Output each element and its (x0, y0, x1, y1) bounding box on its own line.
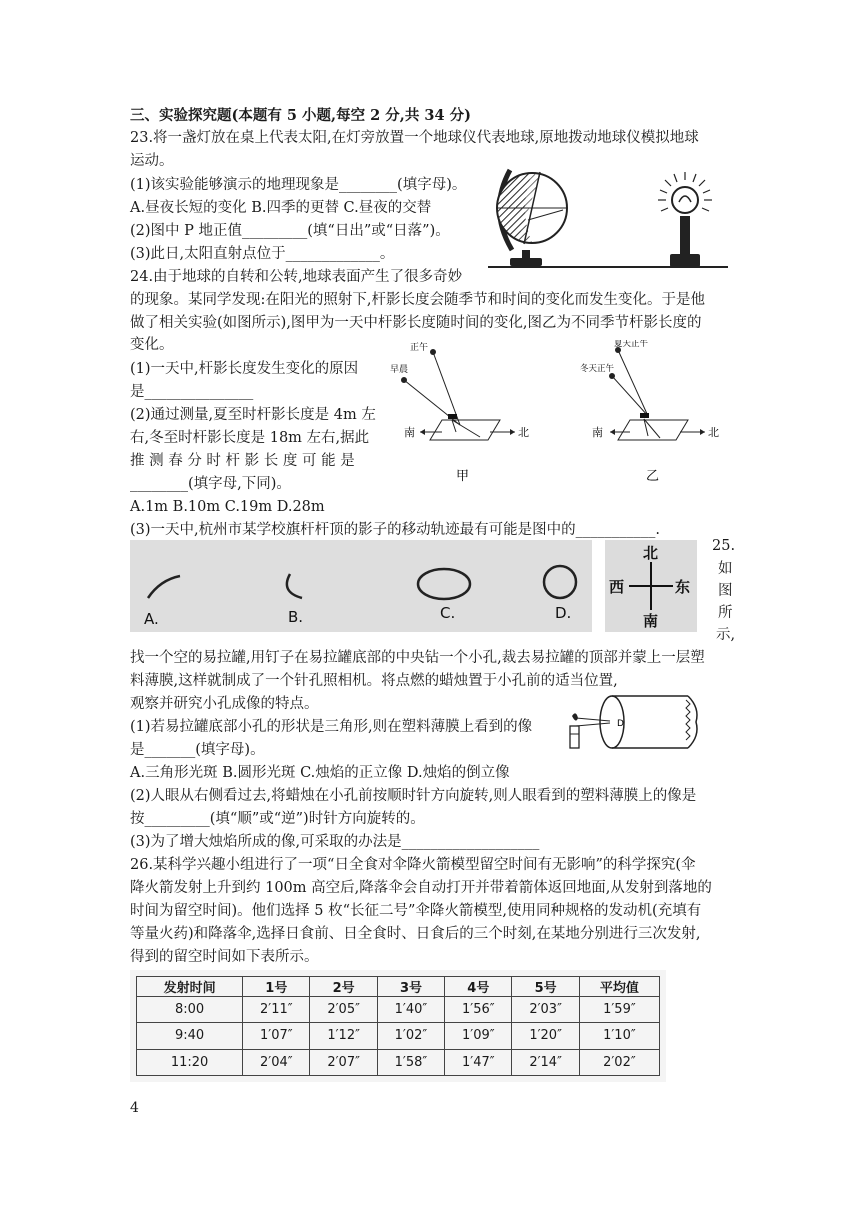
table-cell: 1′58″ (377, 1049, 444, 1075)
table-row (137, 1049, 660, 1075)
table-cell: 8:00 (137, 997, 243, 1023)
table-header-cell: 2号 (310, 977, 377, 997)
section-title: 三、实验探究题(本题有 5 小题,每空 2 分,共 34 分) (130, 107, 471, 124)
q26-line-1: 26.某科学兴趣小组进行了一项“日全食对伞降火箭模型留空时间有无影响”的科学探究(伞 (130, 857, 696, 873)
q25-side-3: 图 (718, 583, 733, 599)
q24-line-6: 是_______________ (130, 384, 254, 400)
q26-line-5: 得到的留空时间如下表所示。 (130, 949, 319, 965)
q23-line-6: (3)此日,太阳直射点位于_____________。 (130, 246, 395, 262)
table-cell: 1′12″ (310, 1023, 377, 1049)
table-cell: 1′47″ (445, 1049, 512, 1075)
compass-figure (605, 540, 697, 632)
table-cell: 2′14″ (512, 1049, 579, 1075)
q24-line-12: (3)一天中,杭州市某学校旗杆杆顶的影子的移动轨迹最有可能是图中的___________. (130, 522, 661, 538)
option-c-label: C. (440, 604, 456, 622)
table-header-cell: 3号 (377, 977, 444, 997)
yi-summer-label: 夏天正午 (614, 340, 649, 349)
table-cell: 1′07″ (243, 1023, 310, 1049)
compass-south: 南 (643, 612, 659, 630)
yi-north-label: 北 (708, 426, 719, 439)
jia-caption: 甲 (456, 469, 470, 484)
q25-line-9: (3)为了增大烛焰所成的像,可采取的办法是___________________ (130, 834, 540, 850)
q24-line-2: 的现象。某同学发现:在阳光的照射下,杆影长度会随季节和时间的变化而发生变化。于是他 (130, 292, 705, 308)
table-cell: 1′10″ (579, 1023, 659, 1049)
q25-line-5: 是_______(填字母)。 (130, 742, 265, 758)
table-cell: 2′11″ (243, 997, 310, 1023)
table-row (137, 1023, 660, 1049)
q23-line-2: 运动。 (130, 153, 174, 169)
q24-line-1: 24.由于地球的自转和公转,地球表面产生了很多奇妙 (130, 269, 463, 285)
q25-side-5: 示, (716, 627, 736, 643)
q24-line-7: (2)通过测量,夏至时杆影长度是 4m 左 (130, 407, 376, 423)
table-cell: 2′02″ (579, 1049, 659, 1075)
table-cell: 2′04″ (243, 1049, 310, 1075)
can-label: D (617, 719, 624, 729)
q24-line-5: (1)一天中,杆影长度发生变化的原因 (130, 361, 359, 377)
q26-line-3: 时间为留空时间)。他们选择 5 枚“长征二号”伞降火箭模型,使用同种规格的发动机(充填有 (130, 903, 702, 919)
table-cell: 1′40″ (377, 997, 444, 1023)
q26-line-4: 等量火药)和降落伞,选择日食前、日全食时、日食后的三个时刻,在某地分别进行三次发射, (130, 926, 701, 942)
page-number: 4 (130, 1100, 139, 1116)
q24-line-3: 做了相关实验(如图所示),图甲为一天中杆影长度随时间的变化,图乙为不同季节杆影长度的 (130, 315, 702, 331)
q25-line-1: 找一个空的易拉罐,用钉子在易拉罐底部的中央钻一个小孔,裁去易拉罐的顶部并蒙上一层塑 (130, 650, 705, 666)
jia-north-label: 北 (518, 426, 529, 439)
globe-lamp-figure (488, 150, 728, 270)
table-cell: 1′59″ (579, 997, 659, 1023)
figure-yi (580, 340, 730, 490)
yi-south-label: 南 (592, 426, 603, 439)
q25-line-4: (1)若易拉罐底部小孔的形状是三角形,则在塑料薄膜上看到的像 (130, 719, 533, 735)
table-header-cell: 平均值 (579, 977, 659, 997)
jia-south-label: 南 (404, 426, 415, 439)
jia-morning-label: 早晨 (390, 365, 409, 375)
q24-line-10: ________(填字母,下同)。 (130, 476, 291, 492)
option-b-label: B. (288, 608, 304, 626)
table-header-cell: 发射时间 (137, 977, 243, 997)
table-cell: 1′20″ (512, 1023, 579, 1049)
table-cell: 2′03″ (512, 997, 579, 1023)
q24-line-4: 变化。 (130, 337, 174, 353)
q25-side-2: 如 (718, 561, 733, 577)
table-header-cell: 5号 (512, 977, 579, 997)
option-d-label: D. (555, 604, 572, 622)
q25-line-6: A.三角形光斑 B.圆形光斑 C.烛焰的正立像 D.烛焰的倒立像 (130, 765, 510, 781)
q23-line-4: A.昼夜长短的变化 B.四季的更替 C.昼夜的交替 (130, 200, 432, 216)
compass-east: 东 (675, 578, 691, 596)
q23-line-1: 23.将一盏灯放在桌上代表太阳,在灯旁放置一个地球仪代表地球,原地拨动地球仪模拟地球 (130, 130, 699, 146)
table-cell: 1′09″ (445, 1023, 512, 1049)
q25-line-3: 观察并研究小孔成像的特点。 (130, 696, 319, 712)
q25-line-7: (2)人眼从右侧看过去,将蜡烛在小孔前按顺时针方向旋转,则人眼看到的塑料薄膜上的像是 (130, 788, 697, 804)
table-cell: 9:40 (137, 1023, 243, 1049)
table-cell: 2′05″ (310, 997, 377, 1023)
q23-line-3: (1)该实验能够演示的地理现象是________(填字母)。 (130, 177, 467, 193)
q25-side-1: 25. (712, 538, 736, 554)
table-row (137, 997, 660, 1023)
table-cell: 2′07″ (310, 1049, 377, 1075)
q25-side-4: 所 (718, 605, 733, 621)
q24-line-9: 推 测 春 分 时 杆 影 长 度 可 能 是 (130, 453, 355, 469)
option-a-label: A. (144, 610, 159, 628)
table-header-cell: 1号 (243, 977, 310, 997)
q26-line-2: 降火箭发射上升到约 100m 高空后,降落伞会自动打开并带着箭体返回地面,从发射到落地的 (130, 880, 712, 896)
table-cell: 1′56″ (445, 997, 512, 1023)
q25-line-8: 按_________(填“顺”或“逆”)时针方向旋转的。 (130, 811, 425, 827)
table-header-row (137, 977, 660, 997)
shadow-track-options (130, 540, 592, 632)
compass-north: 北 (643, 544, 659, 562)
q25-line-2: 料薄膜,这样就制成了一个针孔照相机。将点燃的蜡烛置于小孔前的适当位置, (130, 673, 618, 689)
jia-noon-label: 正午 (410, 343, 429, 353)
q24-line-11: A.1m B.10m C.19m D.28m (130, 499, 325, 515)
yi-winter-label: 冬天正午 (580, 364, 615, 374)
table-cell: 1′02″ (377, 1023, 444, 1049)
compass-west: 西 (609, 578, 625, 596)
figure-jia (390, 340, 540, 490)
launch-time-table (130, 970, 666, 1082)
q24-line-8: 右,冬至时杆影长度是 18m 左右,据此 (130, 430, 370, 446)
yi-caption: 乙 (646, 469, 660, 484)
q23-line-5: (2)图中 P 地正值_________(填“日出”或“日落”)。 (130, 223, 450, 239)
pinhole-camera-figure (568, 688, 708, 758)
table-cell: 11:20 (137, 1049, 243, 1075)
table-header-cell: 4号 (445, 977, 512, 997)
